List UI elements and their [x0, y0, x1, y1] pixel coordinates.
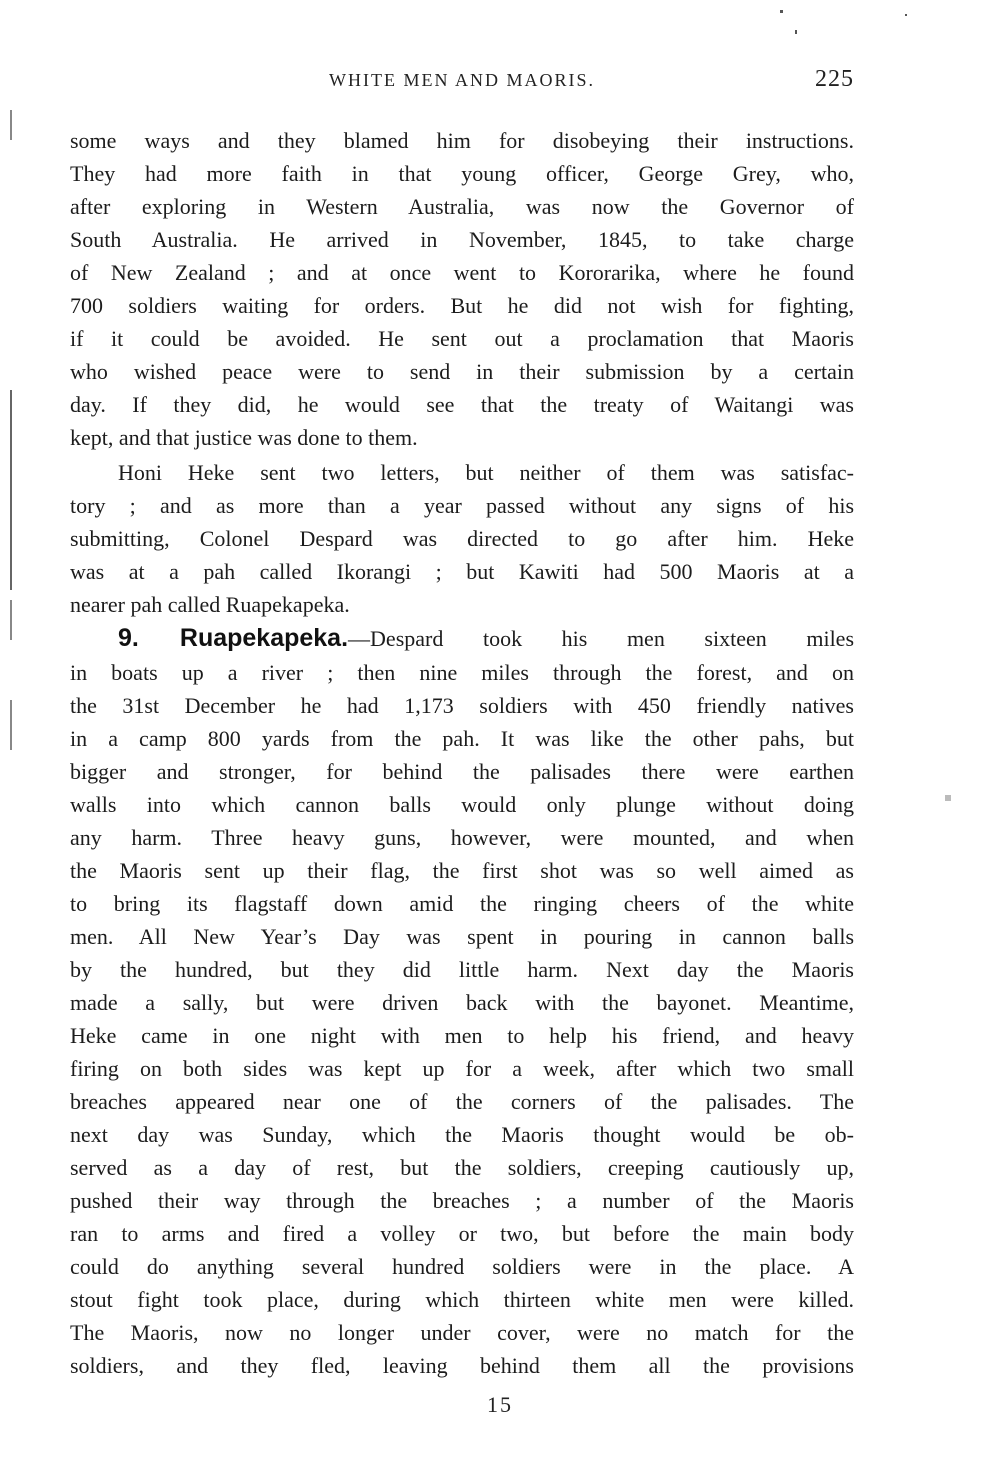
text-line: in a camp 800 yards from the pah. It was like the other pahs, but: [70, 726, 854, 751]
text-line: was at a pah called Ikorangi ; but Kawiti had 500 Maoris at a: [70, 559, 854, 584]
text-line: bigger and stronger, for behind the palisades there were earthen: [70, 759, 854, 784]
section-first-line: [118, 622, 854, 655]
text-line: could do anything several hundred soldiers were in the place. A: [70, 1254, 854, 1279]
text-line: who wished peace were to send in their submission by a certain: [70, 359, 854, 384]
text-line: nearer pah called Ruapekapeka.: [70, 592, 350, 617]
text-line: South Australia. He arrived in November, 1845, to take charge: [70, 227, 854, 252]
text-line: the 31st December he had 1,173 soldiers with 450 friendly natives: [70, 693, 854, 718]
scan-speck: [945, 795, 951, 801]
scan-artifact-mark: [10, 600, 12, 640]
scan-artifact-mark: [10, 700, 12, 750]
text-line: if it could be avoided. He sent out a proclamation that Maoris: [70, 326, 854, 351]
text-line: pushed their way through the breaches ; a number of the Maoris: [70, 1188, 854, 1213]
text-line: kept, and that justice was done to them.: [70, 425, 418, 450]
text-line: firing on both sides was kept up for a week, after which two small: [70, 1056, 854, 1081]
text-line: to bring its flagstaff down amid the ringing cheers of the white: [70, 891, 854, 916]
text-line: of New Zealand ; and at once went to Kororarika, where he found: [70, 260, 854, 285]
text-line: tory ; and as more than a year passed without any signs of his: [70, 493, 854, 518]
scan-artifact-mark: [10, 390, 12, 590]
text-line: day. If they did, he would see that the treaty of Waitangi was: [70, 392, 854, 417]
text-line: any harm. Three heavy guns, however, were mounted, and when: [70, 825, 854, 850]
scan-speck: [905, 14, 907, 16]
text-line: They had more faith in that young officer, George Grey, who,: [70, 161, 854, 186]
text-line: walls into which cannon balls would only plunge without doing: [70, 792, 854, 817]
scan-speck: [780, 10, 783, 13]
text-line: the Maoris sent up their flag, the first shot was so well aimed as: [70, 858, 854, 883]
text-line: soldiers, and they fled, leaving behind them all the provisions: [70, 1353, 854, 1378]
text-line: breaches appeared near one of the corners of the palisades. The: [70, 1089, 854, 1114]
text-line: in boats up a river ; then nine miles through the forest, and on: [70, 660, 854, 685]
text-line: Heke came in one night with men to help his friend, and heavy: [70, 1023, 854, 1048]
text-line: men. All New Year’s Day was spent in pouring in cannon balls: [70, 924, 854, 949]
text-line: ran to arms and fired a volley or two, but before the main body: [70, 1221, 854, 1246]
text-line: some ways and they blamed him for disobeying their instructions.: [70, 128, 854, 153]
section-heading: 9. Ruapekapeka.: [118, 624, 349, 652]
text-line: made a sally, but were driven back with the bayonet. Meantime,: [70, 990, 854, 1015]
text-line: by the hundred, but they did little harm. Next day the Maoris: [70, 957, 854, 982]
text-line: next day was Sunday, which the Maoris thought would be ob-: [70, 1122, 854, 1147]
text-line: The Maoris, now no longer under cover, were no match for the: [70, 1320, 854, 1345]
running-head: WHITE MEN AND MAORIS.: [329, 70, 595, 90]
text-line: Honi Heke sent two letters, but neither of them was satisfac-: [118, 460, 854, 485]
scan-speck: [795, 30, 797, 34]
text-line: after exploring in Western Australia, was now the Governor of: [70, 194, 854, 219]
text-line: 700 soldiers waiting for orders. But he did not wish for fighting,: [70, 293, 854, 318]
signature-mark: 15: [487, 1392, 513, 1417]
page-number: 225: [815, 66, 854, 92]
page-header: [70, 66, 854, 100]
section-first-line-text: —Despard took his men sixteen miles: [348, 626, 855, 651]
scan-artifact-mark: [10, 110, 12, 140]
text-line: submitting, Colonel Despard was directed to go after him. Heke: [70, 526, 854, 551]
text-line: served as a day of rest, but the soldiers, creeping cautiously up,: [70, 1155, 854, 1180]
text-line: stout fight took place, during which thirteen white men were killed.: [70, 1287, 854, 1312]
